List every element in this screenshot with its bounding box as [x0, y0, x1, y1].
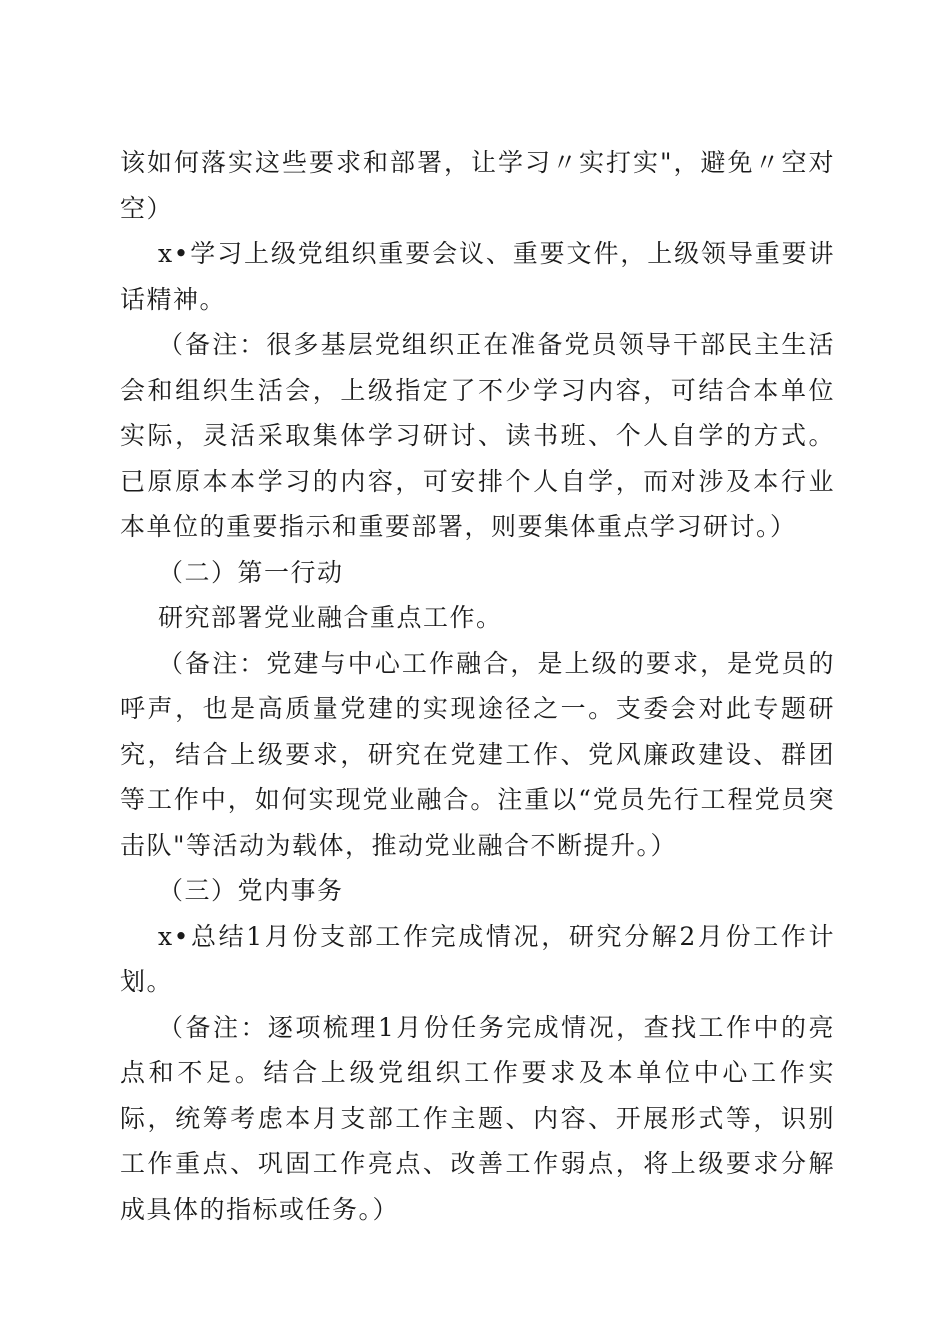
document-body: [120, 140, 835, 1232]
section-heading-party-affairs: （三）党内事务: [158, 876, 344, 905]
paragraph-continuation: 该如何落实这些要求和部署，让学习〃实打实"，避免〃空对空）: [120, 148, 835, 223]
paragraph-summary-item: x•总结1月份支部工作完成情况，研究分解2月份工作计划。: [120, 921, 835, 996]
paragraph-study-item: x•学习上级党组织重要会议、重要文件，上级领导重要讲话精神。: [120, 239, 835, 314]
paragraph-integration-item: 研究部署党业融合重点工作。: [158, 603, 503, 632]
paragraph-note-study: （备注：很多基层党组织正在准备党员领导干部民主生活会和组织生活会，上级指定了不少学习内容，可结合本单位实际，灵活采取集体学习研讨、读书班、个人自学的方式。已原原本本学习的内容，可安排个人自学，而对涉及本行业本单位的重要指示和重要部署，则要集体重点学习研讨。）: [120, 330, 835, 541]
paragraph-note-integration: （备注：党建与中心工作融合，是上级的要求，是党员的呼声，也是高质量党建的实现途径之一。支委会对此专题研究，结合上级要求，研究在党建工作、党风廉政建设、群团等工作中，如何实现党业融合。注重以“党员先行工程党员突击队"等活动为载体，推动党业融合不断提升。）: [120, 648, 835, 860]
paragraph-note-summary: （备注：逐项梳理1月份任务完成情况，查找工作中的亮点和不足。结合上级党组织工作要求及本单位中心工作实际，统筹考虑本月支部工作主题、内容、开展形式等，识别工作重点、巩固工作亮点、改善工作弱点，将上级要求分解成具体的指标或任务。）: [120, 1012, 835, 1224]
section-heading-first-action: （二）第一行动: [158, 557, 344, 587]
